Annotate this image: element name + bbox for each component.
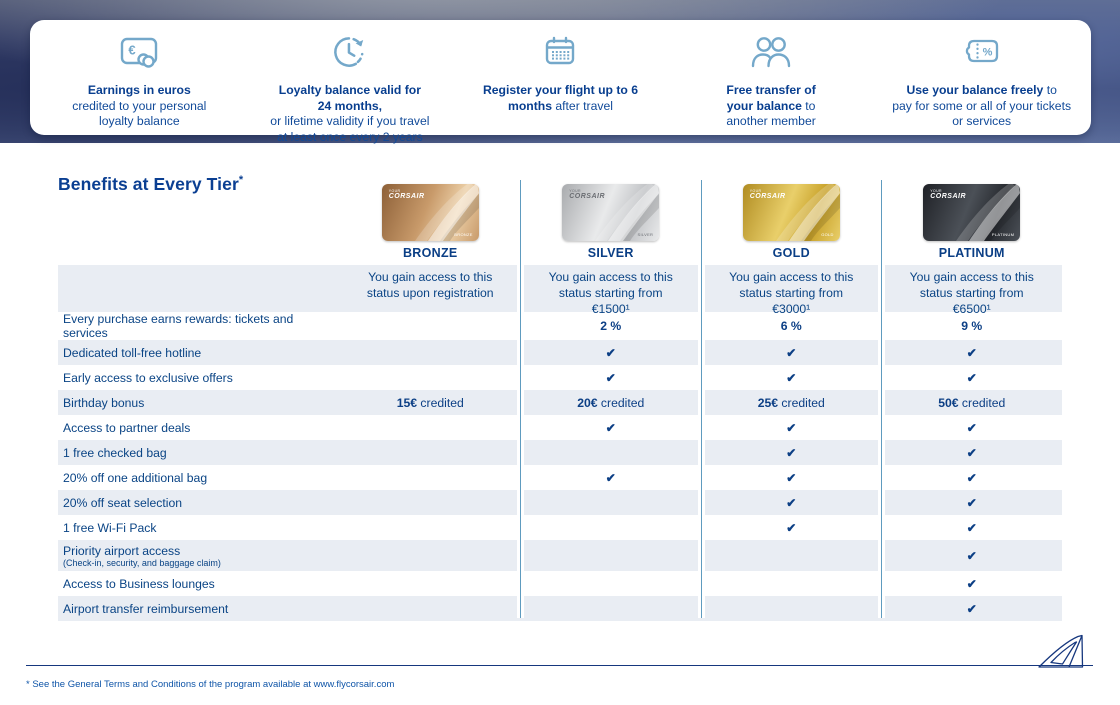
page-footer <box>26 665 1093 690</box>
benefit-value <box>882 521 1063 535</box>
footer-rule <box>26 665 1093 666</box>
check-icon: ✔ <box>966 445 977 460</box>
calendar-icon <box>455 32 666 72</box>
benefit-value <box>701 346 882 360</box>
tier-card-tier-label: PLATINUM <box>991 232 1015 237</box>
tier-column-header <box>521 171 702 260</box>
terms-footnote: * See the General Terms and Conditions of the program available at www.flycorsair.com <box>26 679 395 690</box>
check-icon: ✔ <box>966 470 977 485</box>
tier-card-tier-label: SILVER <box>637 232 654 237</box>
benefit-row <box>58 390 1062 415</box>
benefit-value <box>701 371 882 385</box>
benefit-row <box>58 515 1062 540</box>
benefits-section <box>58 171 1062 621</box>
tier-card-brand: YOUR CORSAIR <box>749 189 786 201</box>
hero-item <box>455 28 666 135</box>
benefit-row <box>58 365 1062 390</box>
svg-text:€: € <box>128 42 136 58</box>
check-icon: ✔ <box>966 576 977 591</box>
benefit-value <box>521 421 702 435</box>
benefit-label: Access to Business lounges <box>63 576 215 591</box>
tier-access-text: You gain access to this status upon registration <box>366 270 494 300</box>
benefit-value: 20€ credited <box>577 395 645 410</box>
page-title: Benefits at Every Tier* <box>58 174 244 194</box>
check-icon: ✔ <box>786 445 797 460</box>
check-icon: ✔ <box>966 370 977 385</box>
check-icon: ✔ <box>786 495 797 510</box>
benefit-label: Dedicated toll-free hotline <box>63 345 202 360</box>
benefit-value <box>882 549 1063 563</box>
clock-validity-icon <box>245 32 456 72</box>
check-icon: ✔ <box>786 470 797 485</box>
check-icon: ✔ <box>786 520 797 535</box>
tier-access-text: You gain access to this status starting from €3000¹ <box>729 270 854 316</box>
hero-item <box>876 28 1087 135</box>
benefit-value: 2 % <box>600 319 622 333</box>
benefit-row <box>58 540 1062 571</box>
benefit-value <box>701 496 882 510</box>
benefit-value <box>521 371 702 385</box>
benefit-value: 50€ credited <box>938 395 1006 410</box>
hero-item <box>34 28 245 135</box>
benefit-value <box>701 471 882 485</box>
benefit-value <box>521 346 702 360</box>
benefit-label: Access to partner deals <box>63 420 191 435</box>
check-icon: ✔ <box>605 370 616 385</box>
benefit-sublabel: (Check-in, security, and baggage claim) <box>63 557 221 568</box>
benefit-row <box>58 415 1062 440</box>
benefit-value: 15€ credited <box>396 395 464 410</box>
hero-item-text: Earnings in euros credited to your personal loyalty balance <box>72 83 207 129</box>
benefit-row <box>58 490 1062 515</box>
benefits-table <box>58 171 1062 621</box>
check-icon: ✔ <box>605 420 616 435</box>
voucher-percent-icon <box>876 32 1087 72</box>
benefit-label: 20% off seat selection <box>63 495 183 510</box>
check-icon: ✔ <box>966 548 977 563</box>
hero-item-text: Register your flight up to 6 months after travel <box>482 83 639 113</box>
benefit-value: 9 % <box>961 319 983 333</box>
benefit-value <box>701 446 882 460</box>
check-icon: ✔ <box>966 601 977 616</box>
benefit-row <box>58 440 1062 465</box>
tier-card-brand: YOUR CORSAIR <box>388 189 425 201</box>
check-icon: ✔ <box>966 345 977 360</box>
benefit-value: 25€ credited <box>757 395 825 410</box>
benefit-value <box>521 471 702 485</box>
check-icon: ✔ <box>966 420 977 435</box>
benefit-value <box>882 471 1063 485</box>
benefit-label: Every purchase earns rewards: tickets and services <box>63 312 294 340</box>
benefit-value: 6 % <box>780 319 802 333</box>
check-icon: ✔ <box>605 470 616 485</box>
column-divider <box>517 180 524 618</box>
hero-item <box>666 28 877 135</box>
check-icon: ✔ <box>786 370 797 385</box>
euro-card-icon <box>34 32 245 72</box>
tier-name: BRONZE <box>402 246 458 260</box>
hero-banner <box>0 0 1120 143</box>
check-icon: ✔ <box>786 345 797 360</box>
tier-header-row <box>58 171 1062 265</box>
tier-card <box>562 184 659 241</box>
tier-card-tier-label: BRONZE <box>454 232 473 237</box>
corsair-tail-logo <box>1031 634 1089 668</box>
benefit-value <box>701 421 882 435</box>
tier-name: PLATINUM <box>938 246 1005 260</box>
tier-card <box>382 184 479 241</box>
benefit-label: 20% off one additional bag <box>63 470 208 485</box>
hero-item-text: Loyalty balance valid for 24 months, or lifetime validity if you travel at least once every 2 years <box>270 83 430 144</box>
column-divider <box>698 180 705 618</box>
tier-name: SILVER <box>587 246 634 260</box>
tier-name: GOLD <box>772 246 810 260</box>
benefit-row <box>58 465 1062 490</box>
tier-column-header <box>701 171 882 260</box>
tier-column-header <box>340 171 521 260</box>
benefit-label: Early access to exclusive offers <box>63 370 233 385</box>
hero-item <box>245 28 456 144</box>
tier-card <box>923 184 1020 241</box>
check-icon: ✔ <box>966 520 977 535</box>
column-divider <box>878 180 885 618</box>
benefit-value <box>882 602 1063 616</box>
benefit-row <box>58 596 1062 621</box>
hero-item-text: Use your balance freely to pay for some or all of your tickets or services <box>892 83 1072 129</box>
tier-card-brand: YOUR CORSAIR <box>569 189 606 201</box>
hero-item-text: Free transfer of your balance to another member <box>726 83 816 129</box>
benefit-label: Airport transfer reimbursement <box>63 601 229 616</box>
benefit-label: Priority airport access (Check-in, security, and baggage claim) <box>58 544 340 568</box>
check-icon: ✔ <box>966 495 977 510</box>
tier-card <box>743 184 840 241</box>
benefit-row <box>58 340 1062 365</box>
svg-text:%: % <box>982 46 993 59</box>
tier-access-text: You gain access to this status starting from €6500¹ <box>909 270 1034 316</box>
tier-access-row <box>58 265 1062 316</box>
benefit-value <box>882 496 1063 510</box>
benefit-label: Birthday bonus <box>63 395 145 410</box>
tier-column-header <box>882 171 1063 260</box>
benefit-value <box>882 446 1063 460</box>
tier-card-brand: YOUR CORSAIR <box>930 189 967 201</box>
check-icon: ✔ <box>605 345 616 360</box>
benefit-label: 1 free checked bag <box>63 445 167 460</box>
tier-access-text: You gain access to this status starting from €1500¹ <box>548 270 673 316</box>
benefit-value <box>882 421 1063 435</box>
tier-card-tier-label: GOLD <box>821 232 834 237</box>
check-icon: ✔ <box>786 420 797 435</box>
benefit-row <box>58 571 1062 596</box>
program-highlights-card <box>30 20 1091 144</box>
benefit-value <box>882 371 1063 385</box>
benefit-value <box>701 521 882 535</box>
benefit-value <box>882 346 1063 360</box>
people-transfer-icon <box>666 32 877 72</box>
benefit-label: 1 free Wi-Fi Pack <box>63 520 157 535</box>
benefit-value <box>882 577 1063 591</box>
